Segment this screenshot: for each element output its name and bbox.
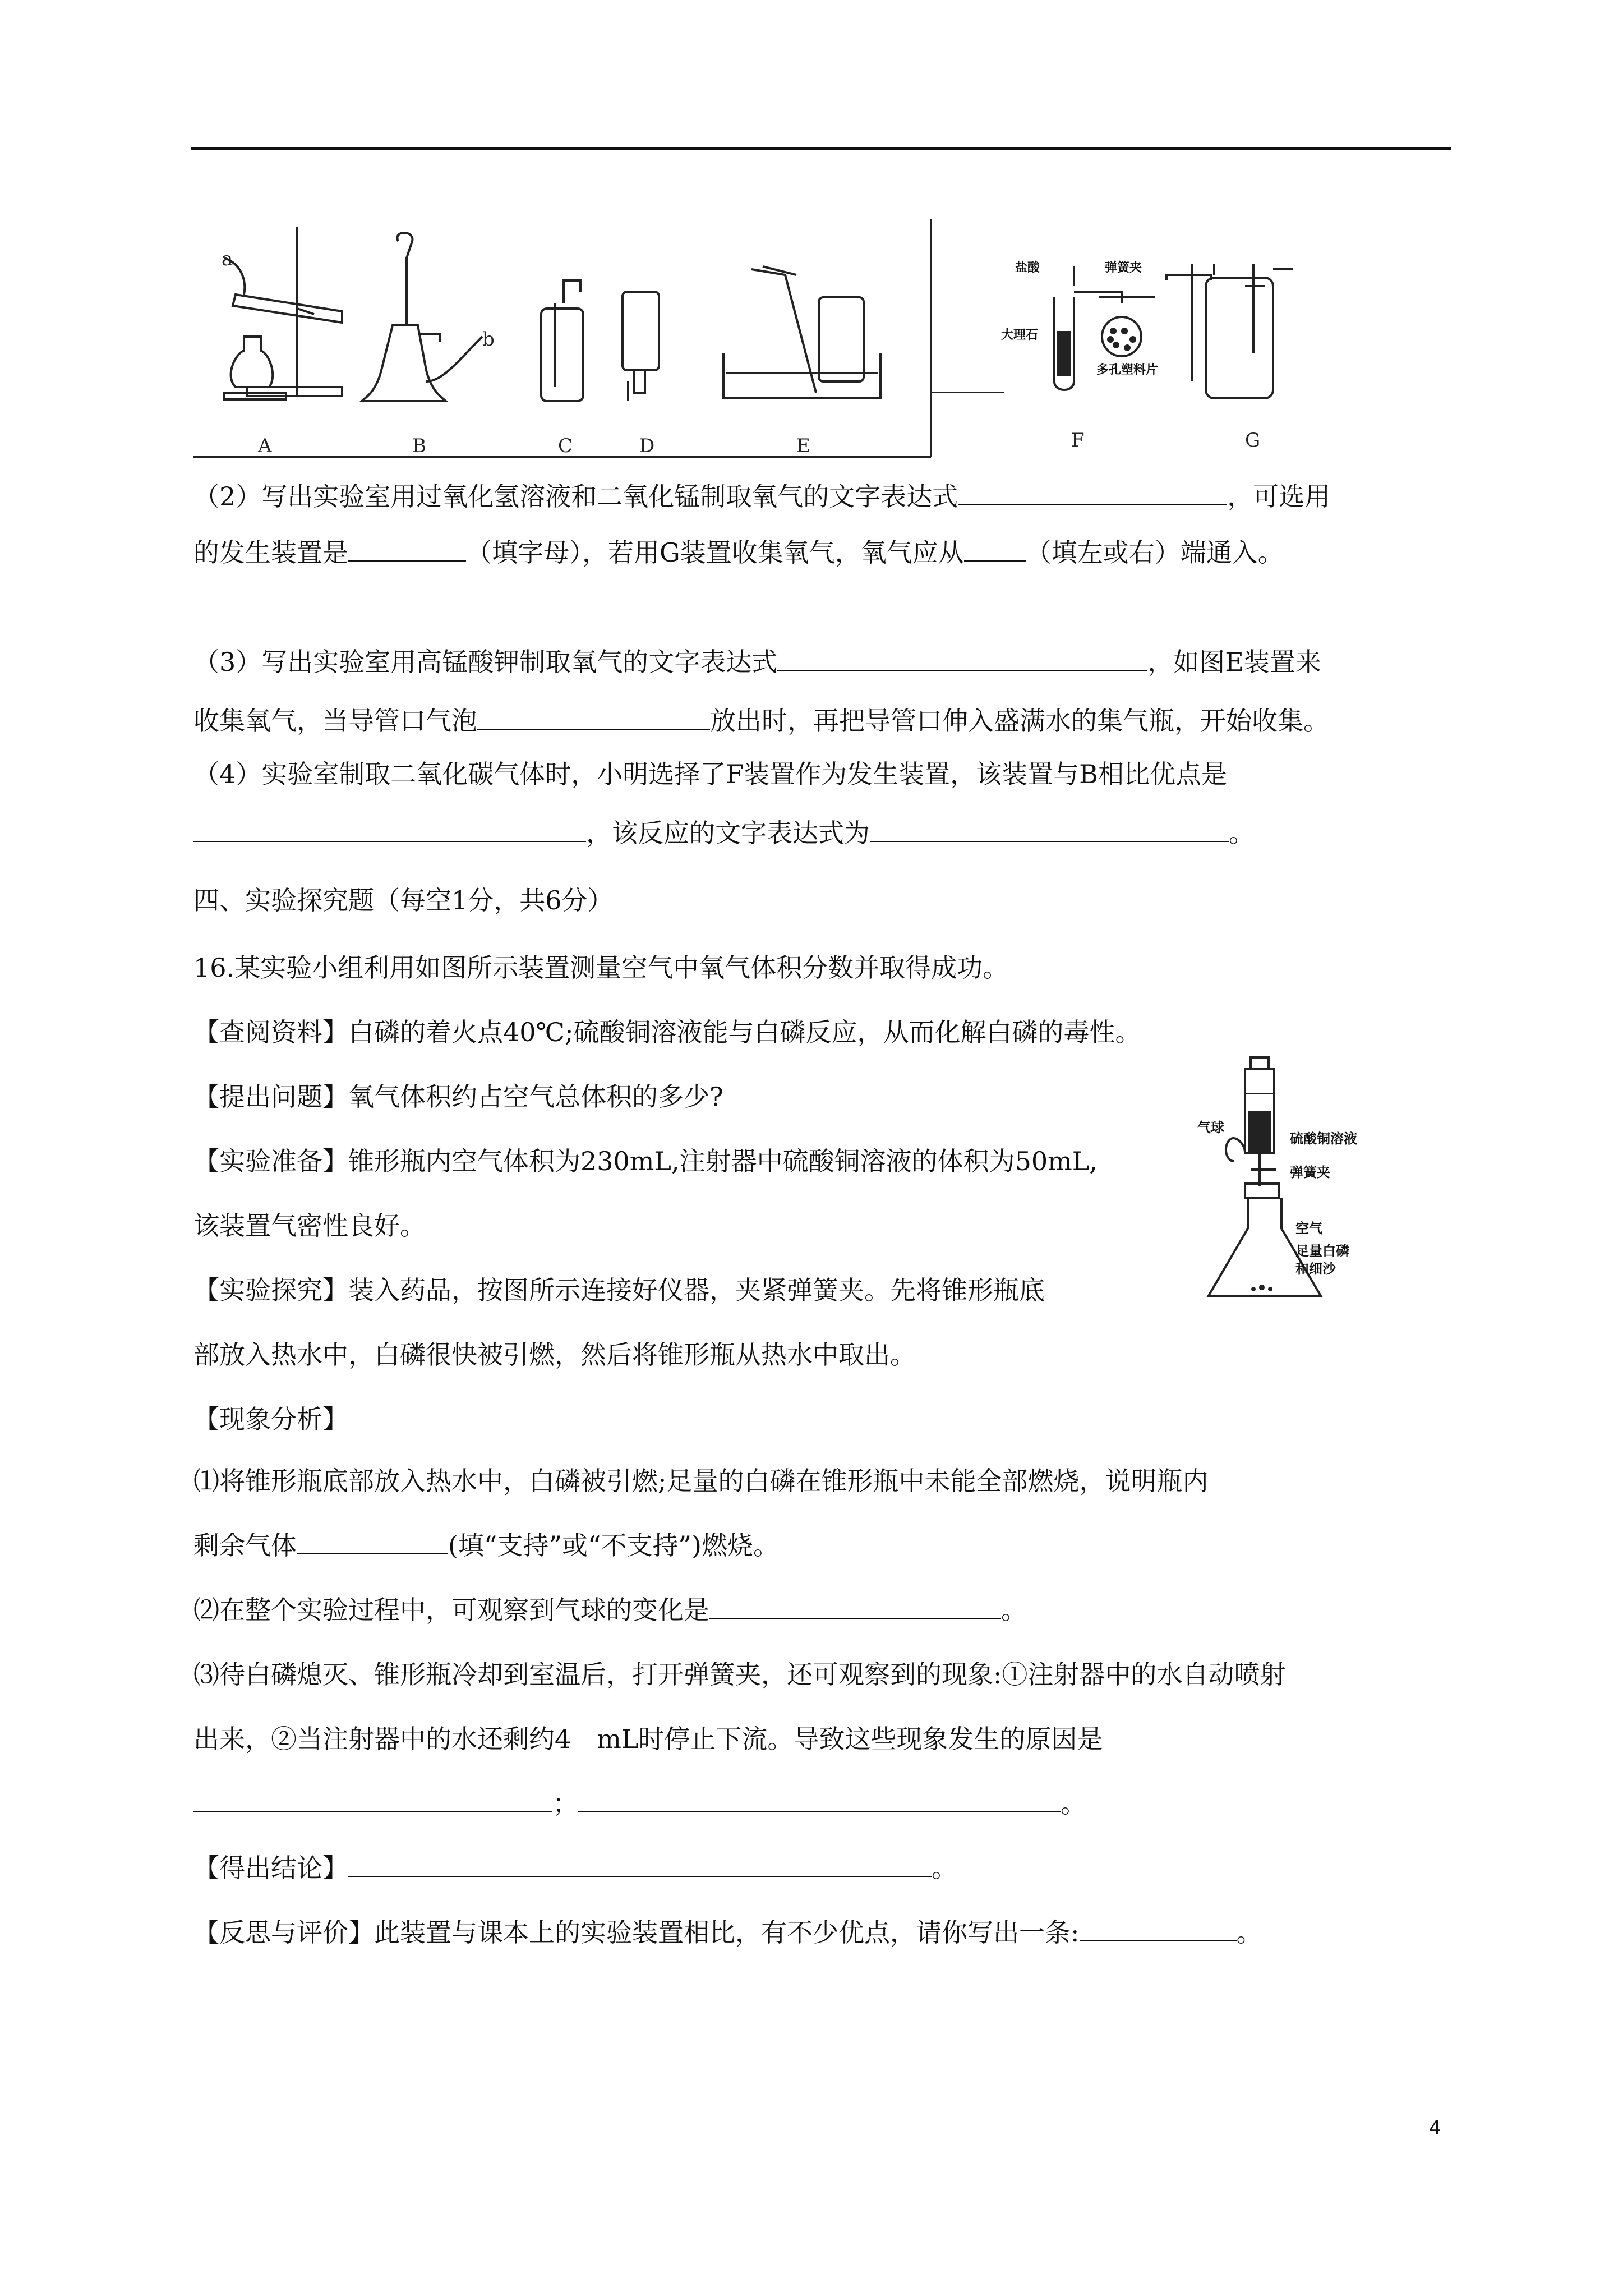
q16-conclusion-blank[interactable] [348,1851,932,1877]
page-number: 4 [1429,2117,1441,2139]
q2-direction-blank[interactable] [964,536,1026,562]
flask-figure [1192,1049,1455,1307]
q16-reflect: 【反思与评价】此装置与课本上的实验装置相比，有不少优点，请你写出一条: 。 [193,1916,1262,1949]
flask-label-air: 空气 [1295,1221,1322,1236]
label-B: B [412,435,426,457]
q2-device-blank[interactable] [348,536,466,562]
header-rule [191,147,1451,150]
q16-a3c: ； 。 [193,1787,1086,1820]
label-D: D [639,435,655,457]
flask-label-solution: 硫酸铜溶液 [1290,1131,1357,1147]
q16-info: 【查阅资料】白磷的着火点40℃;硫酸铜溶液能与白磷反应，从而化解白磷的毒性。 [193,1017,1141,1047]
q16-reason1-blank[interactable] [193,1787,552,1812]
q16-prep: 【实验准备】锥形瓶内空气体积为230mL,注射器中硫酸铜溶液的体积为50mL, [193,1146,1098,1176]
q16-question: 【提出问题】氧气体积约占空气总体积的多少? [193,1082,723,1112]
label-F: F [1071,429,1085,452]
q16-prep2: 该装置气密性良好。 [193,1211,426,1241]
q3-line2: 收集氧气，当导管口气泡 放出时，再把导管口伸入盛满水的集气瓶，开始收集。 [193,704,1329,738]
q4-advantage-blank[interactable] [193,816,586,842]
label-clip: 弹簧夹 [1105,261,1142,275]
flask-label-sand: 和细沙 [1295,1261,1336,1277]
q4-line1: （4）实验室制取二氧化碳气体时，小明选择了F装置作为发生装置，该装置与B相比优点是 [193,759,1227,789]
label-hcl: 盐酸 [1015,261,1040,275]
apparatus-figure [191,213,1453,471]
q4-expression-blank[interactable] [870,816,1229,842]
flask-label-clip: 弹簧夹 [1290,1165,1330,1180]
label-a: a [222,248,233,270]
label-b: b [482,328,495,351]
apparatus-drawing [191,213,1453,471]
q16-a2: ⑵在整个实验过程中，可观察到气球的变化是 。 [193,1593,1027,1627]
q2-expression-blank[interactable] [958,480,1227,505]
label-E: E [796,435,810,457]
q16-a3b: 出来，②当注射器中的水还剩约4 mL时停止下流。导致这些现象发生的原因是 [193,1724,1103,1754]
q3-line1: （3）写出实验室用高锰酸钾制取氧气的文字表达式 ，如图E装置来 [193,645,1321,679]
q16-reason2-blank[interactable] [578,1787,1061,1812]
q16-a1: ⑴将锥形瓶底部放入热水中，白磷被引燃;足量的白磷在锥形瓶中未能全部燃烧，说明瓶内 [193,1466,1209,1496]
q2-line1: （2）写出实验室用过氧化氢溶液和二氧化锰制取氧气的文字表达式 ，可选用 [193,480,1330,513]
flask-label-phos: 足量白磷 [1295,1243,1349,1259]
q16-intro: 16.某实验小组利用如图所示装置测量空气中氧气体积分数并取得成功。 [193,953,1009,983]
q16-analysis-tag: 【现象分析】 [193,1404,348,1434]
label-G: G [1245,429,1261,452]
q4-line2: ，该反应的文字表达式为 。 [193,816,1255,850]
label-marble: 大理石 [1001,328,1039,342]
q2-line2: 的发生装置是 （填字母），若用G装置收集氧气，氧气应从 （填左或右）端通入。 [193,536,1284,569]
q3-bubble-blank[interactable] [477,704,710,730]
q16-a1b: 剩余气体 (填“支持”或“不支持”)燃烧。 [193,1529,779,1562]
section4-title: 四、实验探究题（每空1分，共6分） [193,885,614,915]
q16-balloon-blank[interactable] [709,1593,1001,1619]
label-A: A [258,435,272,457]
label-C: C [558,435,573,457]
q16-reflect-blank[interactable] [1080,1916,1237,1941]
q16-support-blank[interactable] [297,1529,448,1554]
q16-a3: ⑶待白磷熄灭、锥形瓶冷却到室温后，打开弹簧夹，还可观察到的现象:①注射器中的水自动喷射 [193,1659,1286,1690]
q16-explore: 【实验探究】装入药品，按图所示连接好仪器，夹紧弹簧夹。先将锥形瓶底 [193,1275,1045,1305]
q3-expression-blank[interactable] [777,645,1147,671]
q16-conclusion: 【得出结论】 。 [193,1851,957,1885]
flask-label-balloon: 气球 [1197,1120,1224,1135]
q16-explore2: 部放入热水中，白磷很快被引燃，然后将锥形瓶从热水中取出。 [193,1340,916,1370]
label-plate: 多孔塑料片 [1096,363,1159,377]
